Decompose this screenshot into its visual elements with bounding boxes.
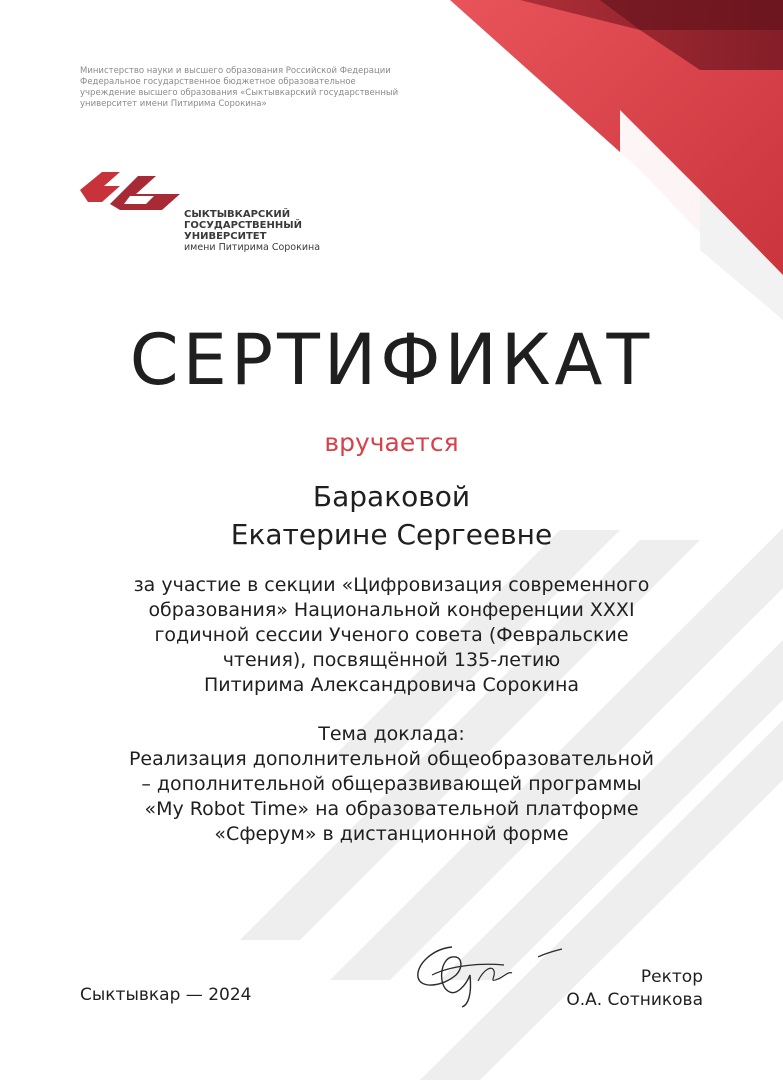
ministry-line: университет имени Питирима Сорокина» bbox=[80, 99, 267, 109]
signer-name: О.А. Сотникова bbox=[566, 990, 703, 1010]
university-name bbox=[184, 209, 320, 253]
reason-line: образования» Национальной конференции XXXI bbox=[148, 599, 635, 621]
ministry-line: Федеральное государственное бюджетное образовательное bbox=[80, 77, 356, 87]
ministry-line: учреждение высшего образования «Сыктывкарский государственный bbox=[80, 88, 399, 98]
signer-block bbox=[566, 966, 703, 1012]
university-name-line: СЫКТЫВКАРСКИЙ bbox=[184, 209, 291, 220]
certificate-title: СЕРТИФИКАТ bbox=[129, 319, 654, 401]
reason-line: годичной сессии Ученого совета (Февральские bbox=[154, 624, 629, 646]
recipient-surname: Бараковой bbox=[312, 480, 471, 513]
reason-line: чтения), посвящённой 135-летию bbox=[222, 649, 561, 671]
university-name-subline: имени Питирима Сорокина bbox=[184, 242, 321, 253]
presented-label: вручается bbox=[324, 428, 459, 457]
ministry-line: Министерство науки и высшего образования Российской Федерации bbox=[80, 66, 391, 76]
rector-signature bbox=[412, 935, 572, 1010]
university-name-line: УНИВЕРСИТЕТ bbox=[184, 231, 267, 242]
award-reason bbox=[80, 573, 703, 698]
signer-title: Ректор bbox=[640, 967, 703, 987]
reason-line: Питирима Александровича Сорокина bbox=[203, 674, 580, 696]
university-name-line: ГОСУДАРСТВЕННЫЙ bbox=[184, 220, 302, 231]
topic-line: «My Robot Time» на образовательной платформе bbox=[144, 798, 639, 820]
topic-line: «Сферум» в дистанционной форме bbox=[214, 823, 569, 845]
university-logo bbox=[80, 170, 190, 220]
reason-line: за участие в секции «Цифровизация современного bbox=[133, 574, 650, 596]
recipient-given-names: Екатерине Сергеевне bbox=[230, 518, 553, 551]
topic-label: Тема доклада: bbox=[318, 723, 465, 745]
report-topic bbox=[80, 722, 703, 847]
city-year: Сыктывкар — 2024 bbox=[80, 985, 252, 1005]
topic-line: – дополнительной общеразвивающей программы bbox=[141, 773, 642, 795]
ministry-header bbox=[80, 66, 458, 110]
corner-ribbons bbox=[450, 0, 783, 320]
topic-line: Реализация дополнительной общеобразовательной bbox=[128, 748, 655, 770]
recipient-name bbox=[0, 478, 783, 554]
